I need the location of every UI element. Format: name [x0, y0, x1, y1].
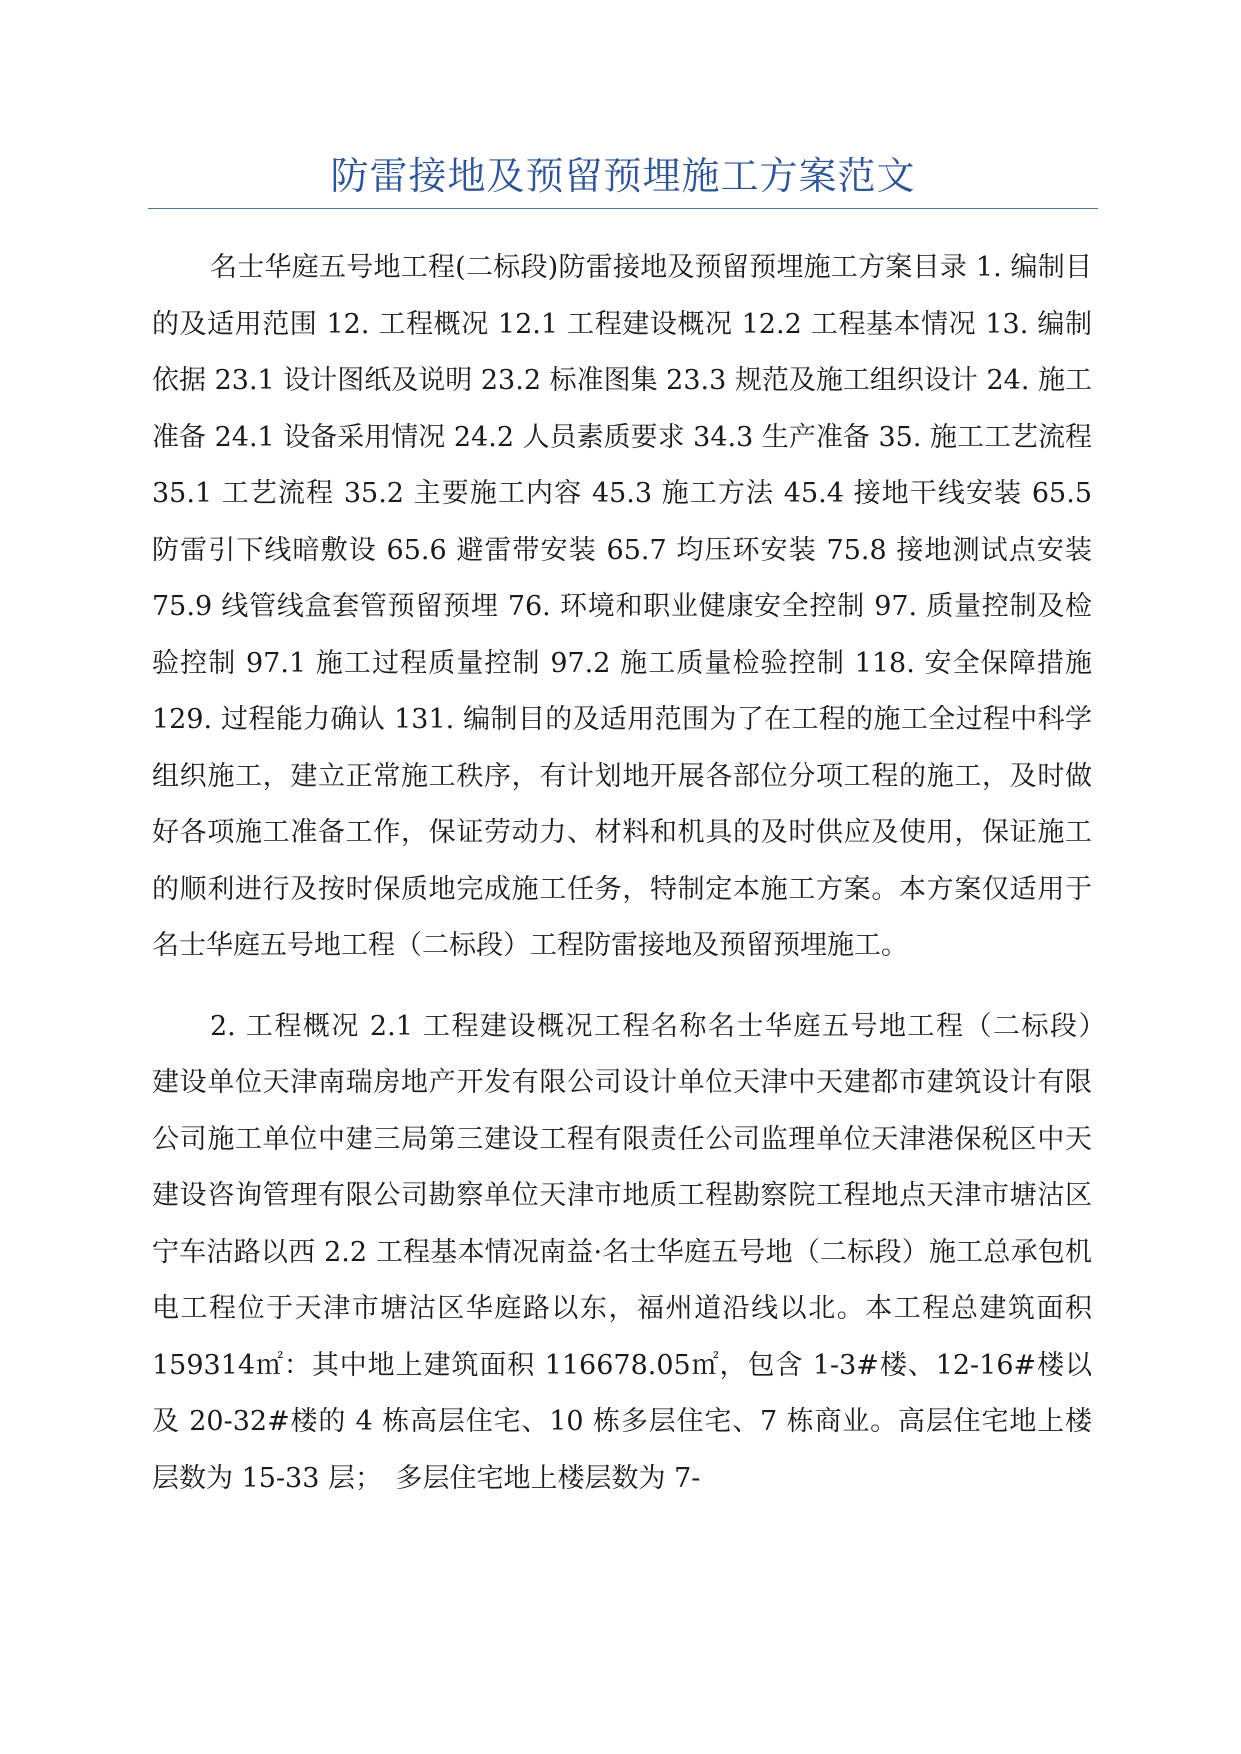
paragraph-1: 名士华庭五号地工程(二标段)防雷接地及预留预埋施工方案目录 1. 编制目的及适用范围 12. 工程概况 12.1 工程建设概况 12.2 工程基本情况 13. 编制依据 23.1 设计图纸及说明 23.2 标准图集 23.3 规范及施工组织设计 24. 施工准备 24.1 设备采用情况 24.2 人员素质要求 34.3 生产准备 35. 施工工艺流程 35.1 工艺流程 35.2 主要施工内容 45.3 施工方法 45.4 接地干线安装 65.5 防雷引下线暗敷设 65.6 避雷带安装 65.7 均压环安装 75.8 接地测试点安装 75.9 线管线盒套管预留预埋 76. 环境和职业健康安全控制 97. 质量控制及检验控制 97.1 施工过程质量控制 97.2 施工质量检验控制 118. 安全保障措施 129. 过程能力确认 131. 编制目的及适用范围为了在工程的施工全过程中科学组织施工，建立正常施工秩序，有计划地开展各部位分项工程的施工，及时做好各项施工准备工作，保证劳动力、材料和机具的及时供应及使用，保证施工的顺利进行及按时保质地完成施工任务，特制定本施工方案。本方案仅适用于名士华庭五号地工程（二标段）工程防雷接地及预留预埋施工。	[152, 252, 1092, 961]
title-underline	[148, 208, 1098, 209]
document-title: 防雷接地及预留预埋施工方案范文	[330, 154, 916, 198]
document-body	[152, 240, 1119, 1507]
paragraph-2: 2. 工程概况 2.1 工程建设概况工程名称名士华庭五号地工程（二标段） 建设单位天津南瑞房地产开发有限公司设计单位天津中天建都市建筑设计有限公司施工单位中建三局第三建设工程有限责任公司监理单位天津港保税区中天建设咨询管理有限公司勘察单位天津市地质工程勘察院工程地点天津市塘沽区宁车沽路以西 2.2 工程基本情况南益·名士华庭五号地（二标段）施工总承包机电工程位于天津市塘沽区华庭路以东，福州道沿线以北。本工程总建筑面积 159314㎡：其中地上建筑面积 116678.05㎡，包含 1-3#楼、12-16#楼以及 20-32#楼的 4 栋高层住宅、10 栋多层住宅、7 栋商业。高层住宅地上楼层数为 15-33 层； 多层住宅地上楼层数为 7-	[152, 1010, 1119, 1494]
